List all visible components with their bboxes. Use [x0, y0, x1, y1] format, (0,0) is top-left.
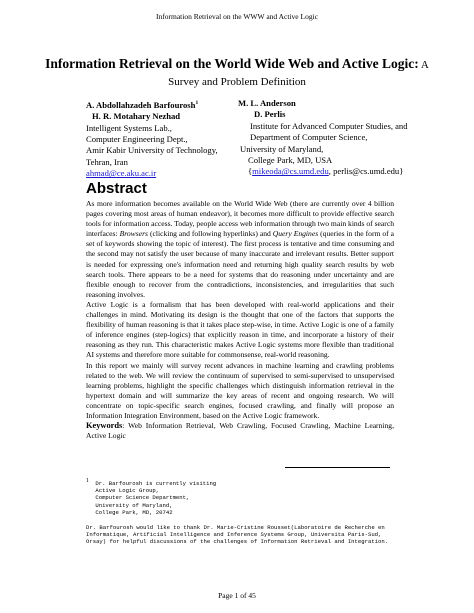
acknowledgement-text: Dr. Barfourosh would like to thank Dr. Marie-Cristine Rousset(Laboratoire de Recherche en Informatique, Artificial Intelligence and Inference Systems Group, Universita Paris-Sud, Orsay) for helpful discussions of the challenges of Information Retrieval and Integration. — [86, 524, 389, 546]
affiliation-line: Institute for Advanced Computer Studies, and — [250, 120, 408, 131]
affiliation-line: Computer Engineering Dept., — [86, 134, 188, 145]
affiliation-line: University of Maryland, — [240, 143, 324, 154]
author-block-right — [238, 98, 408, 178]
paper-title — [40, 56, 434, 90]
footnote-separator — [285, 467, 390, 468]
affiliation-line: Tehran, Iran — [86, 156, 128, 167]
email-line: {mikeoda@cs.umd.edu, perlis@cs.umd.edu} — [248, 166, 404, 177]
footnote-text: Dr. Barfourosh is currently visiting Active Logic Group, Computer Science Department, University of Maryland, College Park, MD, 20742 — [95, 480, 217, 516]
author-name-perlis: D. Perlis — [254, 109, 286, 120]
author-name-anderson: M. L. Anderson — [238, 98, 296, 108]
abstract-heading: Abstract — [86, 180, 147, 197]
title-main: Information Retrieval on the World Wide Web and Active Logic: — [45, 56, 419, 71]
keywords-line: Keywords: Web Information Retrieval, Web Crawling, Focused Crawling, Machine Learning, Active Logic — [86, 421, 394, 441]
affiliation-line: Department of Computer Science, — [250, 132, 368, 143]
abstract-paragraph-1: As more information becomes available on the World Wide Web (there are currently over 4 billion pages covering most areas of human endeavor), it becomes more difficult to provide effective search tools for information access. Today, people access web information through two main kinds of search interfaces: Browsers (clicking and following hyperlinks) and Query Engines (queries in the form of a set of keywords showing the topic of interest). The first process is tentative and time consuming and the second may not satisfy the user because of many inaccurate and irrelevant results. Better support is needed for expressing one's information need and returning high quality search results by web search tools. There appears to be a need for systems that do reasoning under uncertainty and are flexible enough to recover from the contradictions, inconsistencies, and irregularities that such reasoning involves. — [86, 199, 394, 299]
affiliation-line: Amir Kabir University of Technology, — [86, 145, 218, 156]
abstract-paragraph-2: Active Logic is a formalism that has been developed with real-world applications and their challenges in mind. Motivating its design is the thought that one of the factors that supports the flexibility of human reasoning is that it takes place step-wise, in time. Active Logic is one of a family of inference engines (step-logics) that explicitly reason in time, and incorporate a history of their reasoning as they run. This characteristic makes Active Logic systems more flexible than traditional AI systems and therefore more suitable for commonsense, real-world reasoning. — [86, 299, 394, 360]
running-header: Information Retrieval on the WWW and Active Logic — [156, 12, 318, 21]
affiliation-line: Intelligent Systems Lab., — [86, 122, 172, 133]
email-link-barfourosh[interactable]: ahmad@ce.aku.ac.ir — [86, 168, 157, 179]
affiliation-line: College Park, MD, USA — [248, 155, 333, 166]
title-subtitle: A Survey and Problem Definition — [168, 59, 429, 88]
abstract-body — [86, 199, 394, 441]
author-block-left — [86, 98, 218, 180]
footnote-marker: 1 — [86, 478, 89, 484]
abstract-paragraph-3: In this report we mainly will survey recent advances in machine learning and crawling problems related to the web. We will review the continuum of supervised to semi-supervised to unsupervised learning problems, highlight the specific challenges which distinguish information retrieval in the hypertext domain and will summarize the key areas of recent and ongoing research. We will concentrate on topic-specific search engines, focused crawling, and finally will propose an Information Integration Environment, based on the Active Logic framework. — [86, 360, 394, 420]
email-link-mikeoda[interactable]: mikeoda@cs.umd.edu — [252, 166, 329, 177]
author-name-barfourosh: A. Abdollahzadeh Barfourosh$^1$ — [86, 99, 199, 110]
author-name-motahary: H. R. Motahary Nezhad — [92, 111, 181, 122]
page-number: Page 1 of 45 — [218, 591, 256, 600]
